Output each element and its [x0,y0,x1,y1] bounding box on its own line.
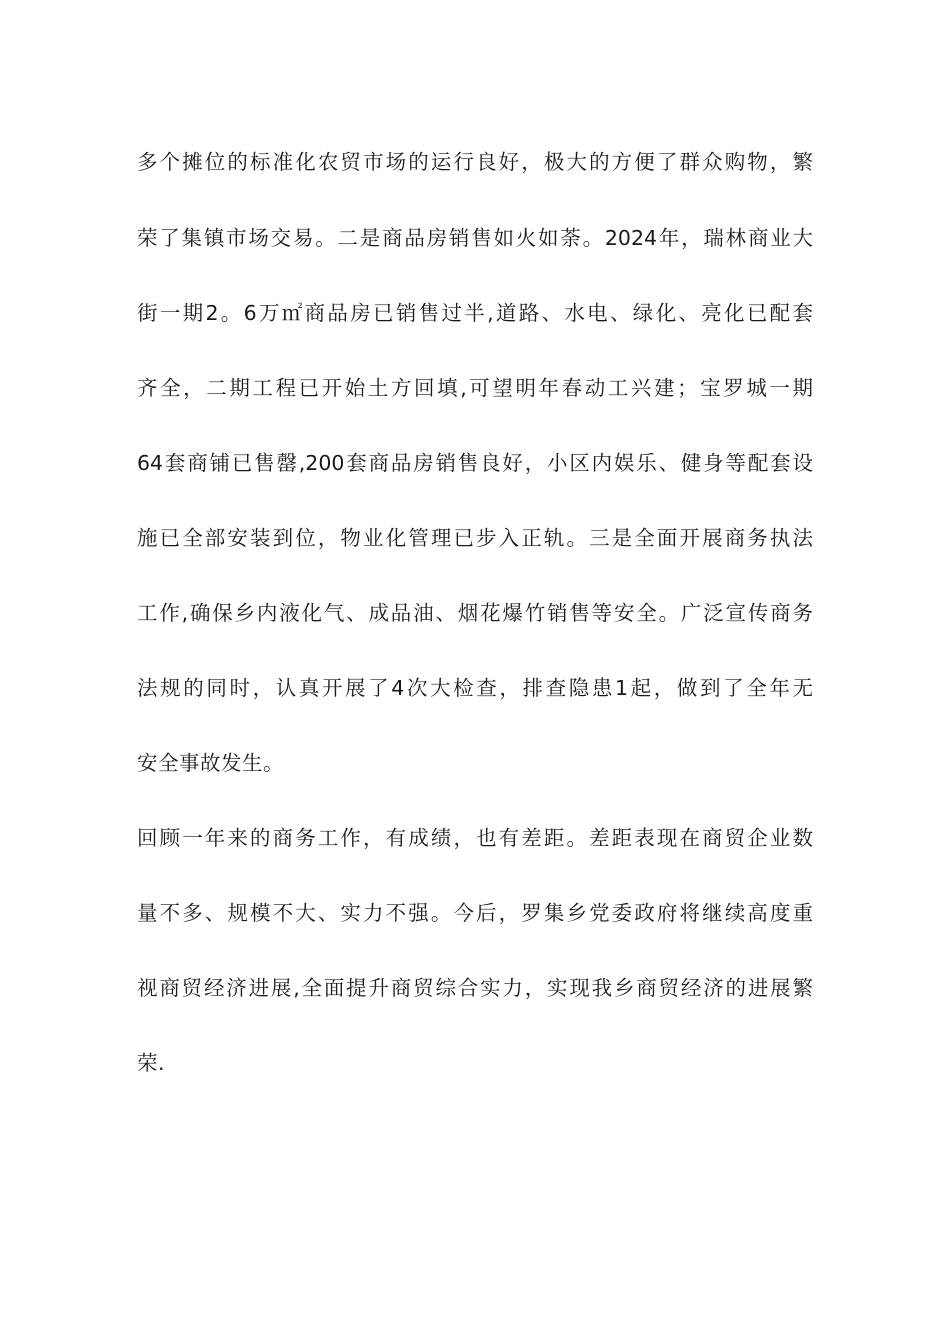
text-line: 量不多、规模不大、实力不强。今后，罗集乡党委政府将继续高度重 [137,901,813,925]
text-line: 回顾一年来的商务工作，有成绩，也有差距。差距表现在商贸企业数 [137,826,813,850]
text-line: 多个摊位的标准化农贸市场的运行良好，极大的方便了群众购物，繁 [137,150,813,174]
text-line: 齐全，二期工程已开始土方回填,可望明年春动工兴建；宝罗城一期 [137,376,813,400]
text-line: 安全事故发生。 [137,751,284,775]
text-line: 荣了集镇市场交易。二是商品房销售如火如荼。2024年，瑞林商业大 [137,226,813,250]
text-line: 法规的同时，认真开展了4次大检查，排查隐患1起，做到了全年无 [137,676,813,700]
text-line: 街一期2。6万㎡商品房已销售过半,道路、水电、绿化、亮化已配套 [137,301,813,325]
text-line: 施已全部安装到位，物业化管理已步入正轨。三是全面开展商务执法 [137,526,813,550]
text-line: 64套商铺已售罄,200套商品房销售良好，小区内娱乐、健身等配套设 [137,451,813,475]
text-line: 荣. [137,1051,166,1075]
text-line: 工作,确保乡内液化气、成品油、烟花爆竹销售等安全。广泛宣传商务 [137,601,813,625]
text-line: 视商贸经济进展,全面提升商贸综合实力，实现我乡商贸经济的进展繁 [137,976,813,1000]
